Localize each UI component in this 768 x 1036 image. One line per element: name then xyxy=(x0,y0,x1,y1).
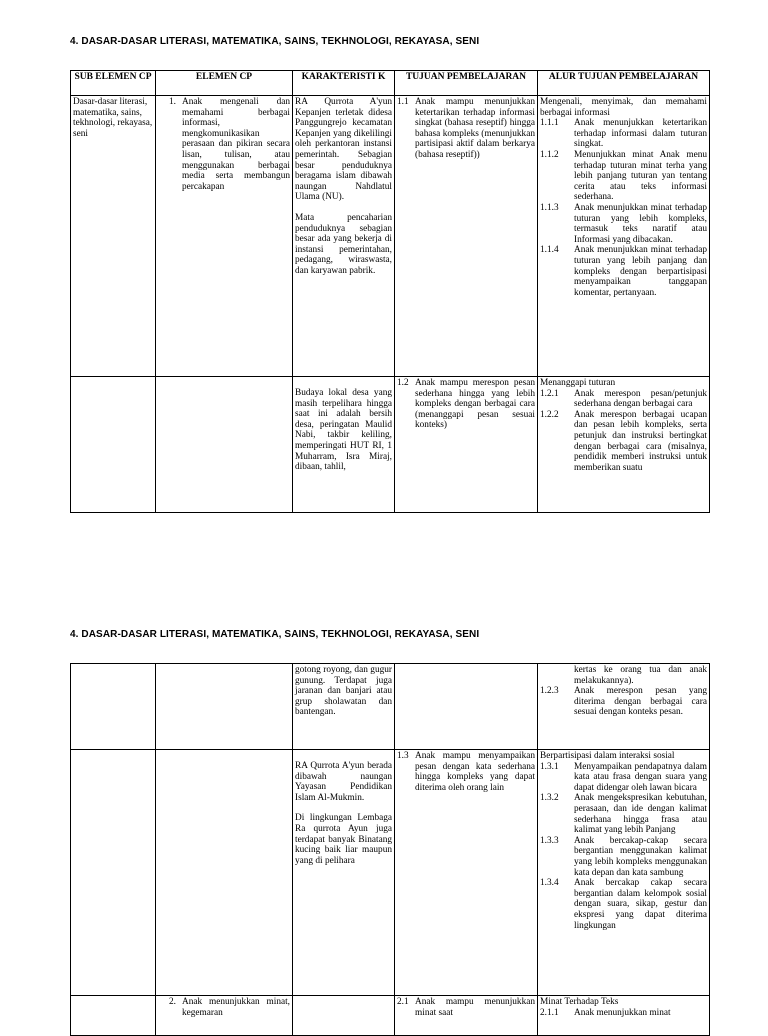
cell-tujuan xyxy=(395,996,538,1036)
alur-item xyxy=(540,878,707,931)
alur-item xyxy=(540,793,707,835)
tujuan-text: Anak mampu menunjukkan minat saat xyxy=(415,997,535,1018)
table-row xyxy=(71,96,710,377)
alur-item xyxy=(540,150,707,203)
alur-item xyxy=(540,686,707,718)
alur-item-text: Anak menunjukkan minat xyxy=(574,1007,671,1018)
alur-item-number: 1.1.4 xyxy=(540,245,559,256)
alur-item-number: 1.1.1 xyxy=(540,118,559,129)
cell-sub-elemen xyxy=(71,96,156,377)
tujuan-number: 1.3 xyxy=(397,751,409,761)
alur-item-continued xyxy=(540,665,707,686)
cell-sub-elemen xyxy=(71,377,156,513)
cell-karakteristik xyxy=(293,664,395,750)
col-header-karakteristik: KARAKTERISTI K xyxy=(293,71,395,96)
alur-item-number: 1.1.3 xyxy=(540,202,559,213)
cell-karakteristik xyxy=(293,96,395,377)
cell-sub-elemen xyxy=(71,750,156,996)
karakteristik-paragraph: Di lingkungan Lembaga Ra qurrota Ayun juga terdapat banyak Binatang kucing baik liar maupun yang di pelihara xyxy=(295,813,392,866)
elemen-text: Anak menunjukkan minat, kegemaran xyxy=(182,997,290,1018)
elemen-number: 2. xyxy=(169,997,176,1007)
cell-alur xyxy=(538,996,710,1036)
tujuan-number: 2.1 xyxy=(397,997,409,1007)
cell-elemen-cp xyxy=(156,750,293,996)
sub-elemen-text: Dasar-dasar literasi, matematika, sains, tekhnologi, rekayasa, seni xyxy=(73,97,153,139)
alur-item-text: Anak bercakap-cakap secara bergantian menggunakan kalimat yang lebih kompleks menggunakan kata depan dan kata sambung xyxy=(574,835,707,878)
cell-tujuan xyxy=(395,377,538,513)
cell-elemen-cp xyxy=(156,996,293,1036)
cell-alur xyxy=(538,664,710,750)
alur-item-text: Menyampaikan pendapatnya dalam kata atau frasa dengan suara yang dapat didengar oleh lawan bicara xyxy=(574,761,707,793)
tujuan-text: Anak mampu merespon pesan sederhana hingga yang lebih kompleks dengan berbagai cara (menanggapi pesan sesuai konteks) xyxy=(415,378,535,431)
karakteristik-paragraph: RA Qurrota A'yun Kepanjen terletak didesa Panggungrejo kecamatan Kepanjen yang dikelilingi oleh perkantoran instansi pemerintah. Sebagian besar penduduknya beragama islam dibawah naungan Nahdlatul Ulama (NU). xyxy=(295,97,392,203)
cell-karakteristik xyxy=(293,996,395,1036)
tujuan-number: 1.2 xyxy=(397,378,409,388)
alur-item-text: Anak merespon berbagai ucapan dan pesan lebih kompleks, serta petunjuk dan instruksi bertingkat dengan berbagai cara (misalnya, pendidik memberi instruksi untuk memberikan suatu xyxy=(574,409,707,473)
cell-alur xyxy=(538,377,710,513)
alur-intro: Menanggapi tuturan xyxy=(540,378,616,388)
cell-sub-elemen xyxy=(71,664,156,750)
cell-sub-elemen xyxy=(71,996,156,1036)
col-header-elemen-cp: ELEMEN CP xyxy=(156,71,293,96)
section-heading-first: 4. DASAR-DASAR LITERASI, MATEMATIKA, SAINS, TEKHNOLOGI, REKAYASA, SENI xyxy=(70,36,480,47)
col-header-alur: ALUR TUJUAN PEMBELAJARAN xyxy=(538,71,710,96)
table-row xyxy=(71,750,710,996)
alur-item xyxy=(540,203,707,245)
alur-item xyxy=(540,836,707,878)
tujuan-text: Anak mampu menyampaikan pesan dengan kata sederhana hingga kompleks yang dapat diterima oleh orang lain xyxy=(415,751,535,793)
alur-intro: Minat Terhadap Teks xyxy=(540,997,619,1007)
table-header-row xyxy=(71,71,710,96)
section-heading-second: 4. DASAR-DASAR LITERASI, MATEMATIKA, SAINS, TEKHNOLOGI, REKAYASA, SENI xyxy=(70,629,480,640)
table-row xyxy=(71,377,710,513)
elemen-number: 1. xyxy=(169,97,176,107)
col-header-sub-elemen: SUB ELEMEN CP xyxy=(71,71,156,96)
cell-alur xyxy=(538,96,710,377)
curriculum-table-page-1 xyxy=(70,70,710,513)
cell-tujuan xyxy=(395,664,538,750)
karakteristik-paragraph: Mata pencaharian penduduknya sebagian besar ada yang bekerja di instansi pemerintahan, pedagang, wiraswasta, dan karyawan pabrik. xyxy=(295,212,392,276)
tujuan-text: Anak mampu menunjukkan ketertarikan terhadap informasi singkat (bahasa reseptif) hingga bahasa kompleks (menunjukkan partisipasi aktif dalam berkarya (bahasa reseptif)) xyxy=(415,97,535,160)
cell-tujuan xyxy=(395,96,538,377)
alur-item xyxy=(540,245,707,298)
alur-item xyxy=(540,410,707,474)
alur-item-text: Anak bercakap cakap secara bergantian dalam kelompok sosial dengan suara, sikap, gestur dan ekspresi yang dapat diterima lingkungan xyxy=(574,878,707,931)
alur-item xyxy=(540,118,707,150)
alur-item-text: Anak merespon pesan/petunjuk sederhana dengan berbagai cara xyxy=(574,388,707,410)
alur-item xyxy=(540,762,707,794)
alur-item-number: 1.2.2 xyxy=(540,409,559,420)
cell-elemen-cp xyxy=(156,664,293,750)
cell-elemen-cp xyxy=(156,377,293,513)
alur-item-number: 1.3.4 xyxy=(540,878,559,889)
alur-item xyxy=(540,389,707,410)
alur-item-number: 1.3.1 xyxy=(540,761,559,772)
karakteristik-paragraph: Budaya lokal desa yang masih terpelihara hingga saat ini adalah bersih desa, peringatan Maulid Nabi, takbir keliling, memperingati HUT RI, 1 Muharram, Isra Miraj, dibaan, tahlil, xyxy=(295,388,392,473)
tujuan-number: 1.1 xyxy=(397,97,409,107)
cell-karakteristik xyxy=(293,750,395,996)
table-row xyxy=(71,996,710,1036)
cell-karakteristik xyxy=(293,377,395,513)
alur-intro: Berpartisipasi dalam interaksi sosial xyxy=(540,751,675,761)
alur-item-number: 1.1.2 xyxy=(540,149,559,160)
alur-item-number: 2.1.1 xyxy=(540,1007,559,1018)
alur-item-text: Anak merespon pesan yang diterima dengan berbagai cara sesuai dengan konteks pesan. xyxy=(574,686,707,718)
alur-item-text: Anak menunjukkan minat terhadap tuturan yang lebih kompleks, termasuk teks naratif atau Informasi yang dibacakan. xyxy=(574,202,707,245)
alur-item-text: Anak menunjukkan minat terhadap tuturan yang lebih panjang dan kompleks dengan berpartisipasi menyampaikan tanggapan komentar, pertanyaan. xyxy=(574,245,707,298)
alur-item-number: 1.3.2 xyxy=(540,793,559,804)
cell-elemen-cp xyxy=(156,96,293,377)
alur-item-text: Anak menunjukkan ketertarikan terhadap informasi dalam tuturan singkat. xyxy=(574,118,707,150)
karakteristik-paragraph: gotong royong, dan gugur gunung. Terdapat juga jaranan dan banjari atau grup sholawatan dan bantengan. xyxy=(295,665,392,718)
curriculum-table-page-2 xyxy=(70,663,710,1036)
alur-item-number: 1.2.1 xyxy=(540,388,559,399)
alur-item-text: kertas ke orang tua dan anak melakukannya). xyxy=(574,665,707,686)
alur-item-text: Menunjukkan minat Anak menu terhadap tuturan minat terha yang lebih panjang tuturan yan tentang cerita atau teks informasi sederhana. xyxy=(574,149,707,203)
cell-alur xyxy=(538,750,710,996)
alur-item xyxy=(540,1008,707,1019)
elemen-text: Anak mengenali dan memahami berbagai informasi, mengkomunikasikan perasaan dan pikiran secara lisan, tulisan, atau menggunakan berbagai media serta membangun percakapan xyxy=(182,97,290,192)
alur-item-text: Anak mengekspresikan kebutuhan, perasaan, dan ide dengan kalimat sederhana hingga frasa atau kalimat yang lebih Panjang xyxy=(574,793,707,836)
karakteristik-paragraph: RA Qurrota A'yun berada dibawah naungan Yayasan Pendidikan Islam Al-Mukmin. xyxy=(295,761,392,803)
alur-item-number: 1.3.3 xyxy=(540,835,559,846)
cell-tujuan xyxy=(395,750,538,996)
alur-intro: Mengenali, menyimak, dan memahami berbagai informasi xyxy=(540,97,707,118)
table-row xyxy=(71,664,710,750)
alur-item-number: 1.2.3 xyxy=(540,686,559,697)
col-header-tujuan: TUJUAN PEMBELAJARAN xyxy=(395,71,538,96)
